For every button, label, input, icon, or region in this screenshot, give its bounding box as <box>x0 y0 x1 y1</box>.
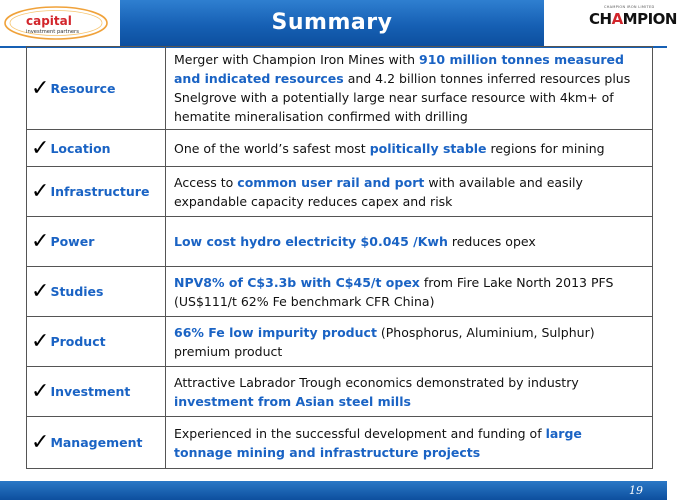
highlight-text: 66% Fe low impurity product <box>174 324 377 340</box>
champion-logo <box>588 4 677 42</box>
row-description <box>166 317 653 367</box>
highlight-text: common user rail and port <box>237 174 425 190</box>
row-description <box>166 47 653 130</box>
row-description <box>166 367 653 417</box>
summary-row-product <box>27 317 653 367</box>
summary-table <box>26 46 653 469</box>
summary-row-location <box>27 130 653 167</box>
row-description <box>166 130 653 167</box>
row-label: Resource <box>50 80 116 96</box>
highlight-text: NPV8% of C$3.3b with C$45/t opex <box>174 274 420 290</box>
description-text: Access to <box>174 174 238 190</box>
capital-logo-subtitle: investment partners <box>26 29 79 35</box>
description-text: (Phosphorus, Aluminium, Sulphur) premium product <box>174 324 595 359</box>
capital-logo-graphic <box>4 4 112 42</box>
page-number: 19 <box>629 484 643 497</box>
checkmark-icon: ✓ <box>31 229 50 254</box>
row-label: Infrastructure <box>50 184 150 199</box>
checkmark-icon: ✓ <box>31 135 50 161</box>
summary-row-power <box>27 217 653 267</box>
row-label: Management <box>50 435 143 450</box>
row-label-cell <box>27 130 166 167</box>
highlight-text: politically stable <box>369 140 487 156</box>
row-label-cell <box>27 267 166 317</box>
description-text: Experienced in the successful development and funding of <box>174 425 546 441</box>
row-label-cell <box>27 367 166 417</box>
description-text: from Fire Lake North 2013 PFS (US$111/t 62% Fe benchmark CFR China) <box>174 274 614 309</box>
row-description <box>166 167 653 217</box>
row-label: Studies <box>50 284 104 299</box>
title-bar <box>120 0 544 46</box>
row-label-cell <box>27 417 166 469</box>
highlight-text: investment from Asian steel mills <box>174 393 411 409</box>
summary-row-management <box>27 417 653 469</box>
row-label-cell <box>27 47 166 130</box>
champion-logo-small-text: CHAMPION IRON LIMITED <box>604 5 655 9</box>
checkmark-icon: ✓ <box>31 430 50 455</box>
summary-row-infrastructure <box>27 167 653 217</box>
capital-logo-name: capital <box>26 14 72 28</box>
summary-row-investment <box>27 367 653 417</box>
champion-logo-text <box>589 10 677 28</box>
page-title: Summary <box>271 10 393 35</box>
highlight-text: 910 million tonnes measured and indicated resources <box>174 52 624 86</box>
row-label: Product <box>50 334 106 349</box>
description-text: regions for mining <box>486 140 605 156</box>
champion-logo-text-b: A <box>611 10 623 28</box>
summary-row-resource <box>27 47 653 130</box>
description-text: with available and easily expandable capacity reduces capex and risk <box>174 174 583 209</box>
checkmark-icon: ✓ <box>31 379 50 404</box>
champion-logo-text-a: CH <box>589 10 612 28</box>
capital-logo <box>4 4 112 42</box>
summary-row-studies <box>27 267 653 317</box>
description-text: One of the world’s safest most <box>174 140 370 156</box>
row-label: Power <box>50 234 95 249</box>
row-label: Location <box>50 140 111 156</box>
checkmark-icon: ✓ <box>31 179 50 204</box>
champion-logo-text-c: MPION <box>622 10 677 28</box>
row-label-cell <box>27 167 166 217</box>
checkmark-icon: ✓ <box>31 75 50 101</box>
row-description <box>166 417 653 469</box>
description-text: Attractive Labrador Trough economics demonstrated by industry <box>174 374 579 390</box>
row-label-cell <box>27 317 166 367</box>
description-text: and 4.2 billion tonnes inferred resources plus Snelgrove with a potentially large near surface resource with 4km+ of hematite mineralisation confirmed with drilling <box>174 71 631 124</box>
slide-footer <box>0 481 667 500</box>
row-description <box>166 217 653 267</box>
highlight-text: Low cost hydro electricity $0.045 /Kwh <box>174 234 448 249</box>
highlight-text: large tonnage mining and infrastructure projects <box>174 425 582 460</box>
row-label-cell <box>27 217 166 267</box>
description-text: Merger with Champion Iron Mines with <box>174 52 420 67</box>
slide-header <box>0 0 677 48</box>
summary-rows <box>27 47 653 469</box>
description-text: reduces opex <box>447 234 536 249</box>
row-label: Investment <box>50 384 131 399</box>
checkmark-icon: ✓ <box>31 329 50 354</box>
row-description <box>166 267 653 317</box>
checkmark-icon: ✓ <box>31 279 50 304</box>
